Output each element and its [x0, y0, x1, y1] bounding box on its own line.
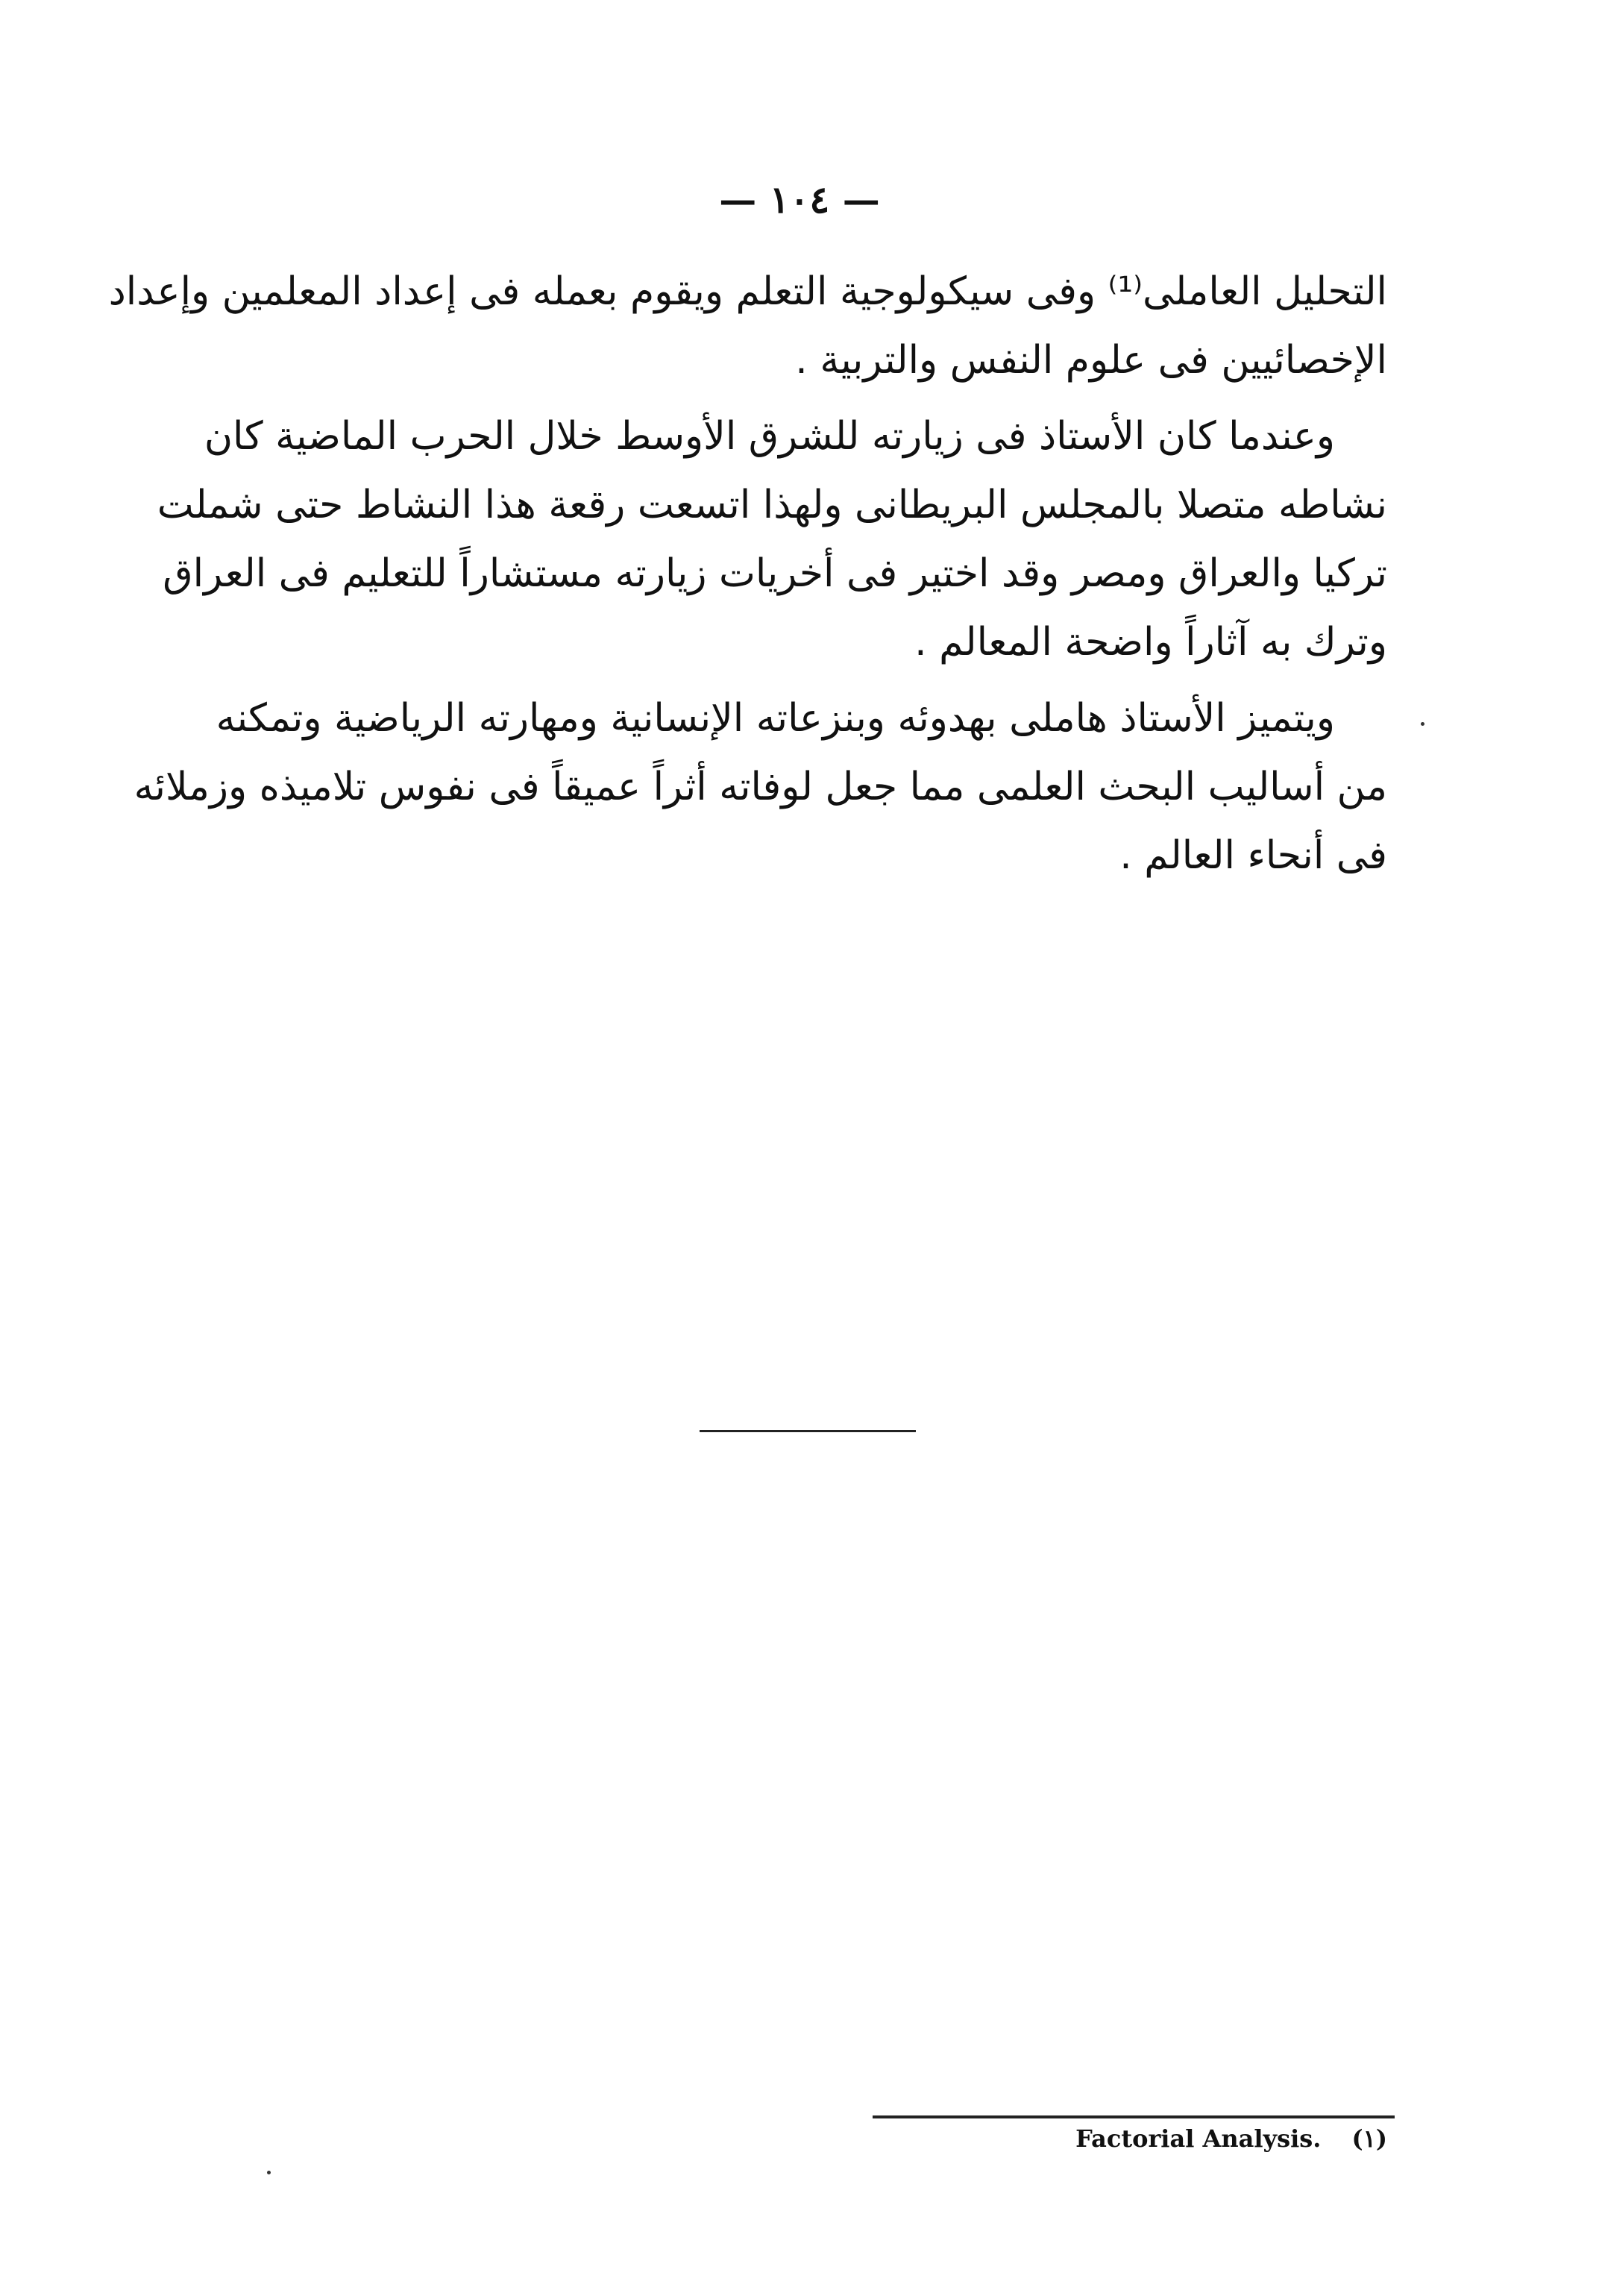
scan-speck — [267, 2171, 271, 2174]
scan-speck — [1421, 722, 1424, 726]
text-line: الإخصائيين فى علوم النفس والتربية . — [795, 338, 1387, 383]
text-line: ويتميز الأستاذ هاملى بهدوئه وبنزعاته الإنسانية ومهارته الرياضية وتمكنه — [216, 696, 1335, 741]
footnote-text: Factorial Analysis. — [1075, 2124, 1322, 2153]
text-line: من أساليب البحث العلمى مما جعل لوفاته أثراً عميقاً فى نفوس تلاميذه وزملائه — [133, 765, 1387, 809]
footnote-marker: (١) — [1351, 2124, 1387, 2153]
page-number: — ١٠٤ — — [719, 178, 880, 222]
body-text — [108, 257, 1387, 890]
footnote — [1029, 2124, 1387, 2153]
footnote-rule — [873, 2115, 1395, 2118]
section-separator — [700, 1430, 916, 1432]
text-line: نشاطه متصلا بالمجلس البريطانى ولهذا اتسعت رقعة هذا النشاط حتى شملت — [157, 483, 1387, 527]
text-line: تركيا والعراق ومصر وقد اختير فى أخريات زيارته مستشاراً للتعليم فى العراق — [163, 551, 1387, 596]
text-line: وعندما كان الأستاذ فى زيارته للشرق الأوسط خلال الحرب الماضية كان — [204, 414, 1335, 459]
text-line: وترك به آثاراً واضحة المعالم . — [914, 620, 1387, 665]
paragraph-1 — [108, 257, 1387, 395]
text-line: التحليل العاملى⁽¹⁾ وفى سيكولوجية التعلم ويقوم بعمله فى إعداد المعلمين وإعداد — [108, 269, 1387, 314]
paragraph-2 — [157, 402, 1387, 677]
paragraph-3 — [133, 684, 1387, 890]
text-line: فى أنحاء العالم . — [1119, 833, 1387, 878]
